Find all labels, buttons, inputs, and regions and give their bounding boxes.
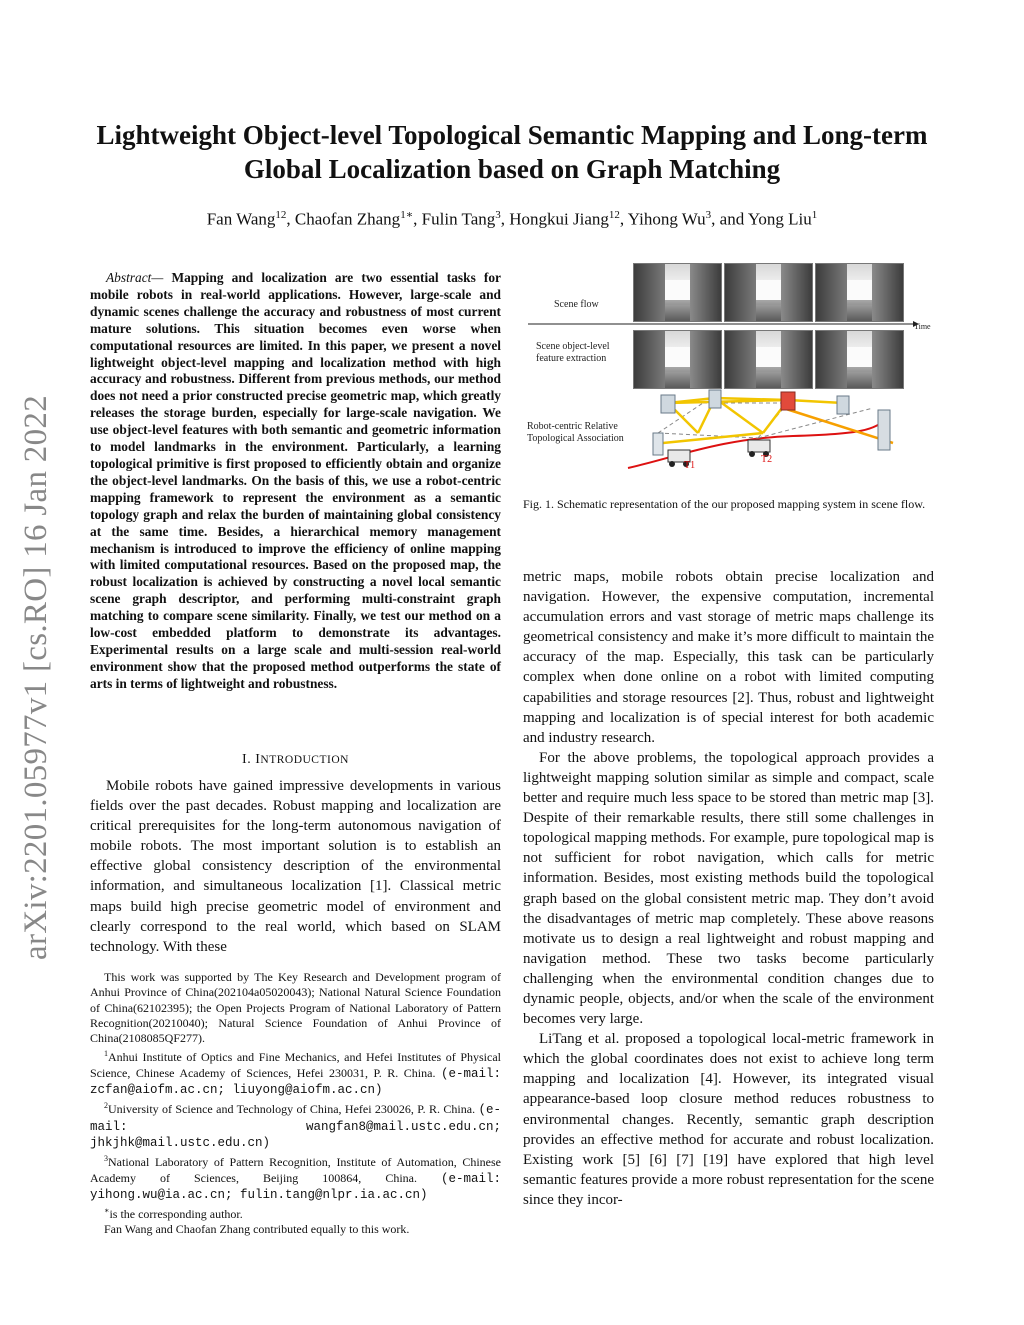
equal-contribution-note: Fan Wang and Chaofan Zhang contributed equally to this work. bbox=[104, 1222, 410, 1237]
affiliation-2: $^2$University of Science and Technology of China, Hefei 230026, P. R. China. (e-mail: wangfan8@mail.ustc.edu.cn; jhkjhk@mail.ustc.edu.cn) bbox=[90, 1101, 501, 1150]
abstract-text: Mapping and localization are two essential tasks for mobile robots in real-world applications. However, large-scale and dynamic scenes challenge the accuracy and robustness of most current mature solutions. This situation becomes even worse when computational resources are limited. In this paper, we present a novel lightweight object-level mapping and localization method with high accuracy and robustness. Different from previous methods, our method does not need a prior constructed precise geometric map, which greatly releases the storage burden, especially for large-scale navigation. We use object-level features with both semantic and geometric information to model landmarks in the environment. Particularly, a learning topological primitive is first proposed to efficiently obtain and organize the object-level landmarks. On the basis of this, we use a robot-centric mapping framework to represent the environment as a semantic topology graph and relax the burden of maintaining global consistency at the same time. Besides, a hierarchical memory management mechanism is introduced to improve the efficiency of online mapping with limited computational resources. Based on the proposed map, the robust localization is achieved by constructing a novel local semantic scene graph descriptor, and performing multi-constraint graph matching to compare scene similarity. Finally, we test our method on a low-cost embedded platform to demonstrate its advantages. Experimental results on a large scale and multi-session real-world environment show that the proposed method outperforms the state of arts in terms of lightweight and robustness. bbox=[90, 270, 501, 691]
author-affiliation: 1 bbox=[811, 209, 818, 221]
figure-1 bbox=[523, 258, 934, 478]
author-list: Fan Wang$^{12}$, Chaofan Zhang$^{1∗}$, Fulin Tang$^3$, Hongkui Jiang$^{12}$, Yihong Wu$^3$, and Yong Liu$^1$ bbox=[206, 209, 818, 229]
footnotes bbox=[90, 970, 501, 1238]
author-affiliation: 3 bbox=[495, 209, 501, 221]
semantic-edges bbox=[663, 398, 843, 443]
label-t1: T1 bbox=[684, 460, 696, 471]
label-t2: T2 bbox=[761, 454, 773, 465]
label-topological-association: Robot-centric Relative Topological Association bbox=[527, 421, 624, 444]
author-affiliation: 12 bbox=[275, 209, 287, 221]
topology-graph bbox=[523, 258, 934, 478]
abstract-label: Abstract bbox=[106, 270, 152, 285]
corresponding-author-note: ∗is the corresponding author. bbox=[104, 1206, 243, 1222]
label-feature-extraction: Scene object-level feature extraction bbox=[536, 341, 610, 364]
intro-paragraph: Mobile robots have gained impressive developments in various fields over the past decades. Robust mapping and localization are critical prerequisites for the long-term autonomous navigation of mobile robots. The most important solution is to establish an effective global consistency description of the environmental information, and simultaneous localization [1]. Classical metric maps build high precise geometric model of environment and clearly correspond to the real world, which based on SLAM technology. With these bbox=[90, 778, 501, 955]
right-column-body bbox=[523, 567, 934, 1210]
paper-title: Lightweight Object-level Topological Semantic Mapping and Long-term Global Localization based on Graph Matching bbox=[96, 120, 928, 184]
body-paragraph: metric maps, mobile robots obtain precise localization and navigation. However, the expensive computation, incremental accumulation errors and vast storage of metric maps challenge its geometrical consistency and make it’s more difficult to maintain the accuracy of the map. Especially, this task can be particularly complex when done online on a robot with limited computing capabilities and storage resources [2]. Thus, robust and lightweight mapping and localization is of special interest for both academic and industry research. bbox=[523, 569, 934, 746]
body-paragraph: For the above problems, the topological approach provides a lightweight mapping solution similar as simple and compact, scale better and require much less space to be stored than metric map [3]. Despite of their remarkable results, there still some challenges in topological mapping methods. For example, pure topological map is not sufficient for robot navigation, which calls for metric information. Besides, most existing methods build the topological graph based on the global consistent metric map. They don’t avoid the disadvantages of metric map completely. These above reasons motivate us to design a real lightweight and robust mapping and navigation method. These two tasks become particularly challenging when the environmental condition changes due to dynamic people, objects, and/or when the scale of the environment becomes very large. bbox=[523, 749, 934, 1028]
author-name: Hongkui Jiang bbox=[509, 209, 609, 229]
author-affiliation: 1∗ bbox=[400, 209, 414, 221]
author-affiliation: 12 bbox=[608, 209, 620, 221]
label-time: Time bbox=[914, 322, 931, 331]
author-name: Fulin Tang bbox=[421, 209, 496, 229]
abstract: Abstract— Mapping and localization are two essential tasks for mobile robots in real-world applications. However, large-scale and dynamic scenes challenge the accuracy and robustness of most current mature solutions. This situation becomes even worse when computational resources are limited. In this paper, we present a novel lightweight object-level mapping and localization method with high accuracy and robustness. Different from previous methods, our method does not need a prior constructed precise geometric map, which greatly releases the storage burden, especially for large-scale navigation. We use object-level features with both semantic and geometric information to model landmarks in the environment. Particularly, a learning topological primitive is first proposed to efficiently obtain and organize the object-level landmarks. On the basis of this, we use a robot-centric mapping framework to represent the environment as a semantic topology graph and relax the burden of maintaining global consistency at the same time. Besides, a hierarchical memory management mechanism is introduced to improve the efficiency of online mapping with limited computational resources. Based on the proposed map, the robust localization is achieved by constructing a novel local semantic scene graph descriptor, and performing multi-constraint graph matching to compare scene similarity. Finally, we test our method on a low-cost embedded platform to demonstrate its advantages. Experimental results on a large scale and multi-session real-world environment show that the proposed method outperforms the state of arts in terms of lightweight and robustness. bbox=[90, 270, 501, 691]
affiliation-3: $^3$National Laboratory of Pattern Recognition, Institute of Automation, Chinese Academy of Sciences, Beijing 100864, China. (e-mail: yihong.wu@ia.ac.cn; fulin.tang@nlpr.ia.ac.cn) bbox=[90, 1154, 502, 1202]
author-name: Yong Liu bbox=[747, 209, 812, 229]
author-name: Yihong Wu bbox=[627, 209, 706, 229]
label-scene-flow: Scene flow bbox=[554, 299, 599, 310]
figure-1-caption: Fig. 1. Schematic representation of the our proposed mapping system in scene flow. bbox=[523, 497, 926, 511]
section-heading-introduction: I. INTRODUCTION bbox=[242, 752, 349, 767]
author-name: Chaofan Zhang bbox=[294, 209, 401, 229]
funding-note: This work was supported by The Key Research and Development program of Anhui Province of China(202104a05020043); National Natural Science Foundation of China(62102395); the Open Projects Program of National Laboratory of Pattern Recognition(20210040); Natural Science Foundation of Anhui Province of China(2108085QF277). bbox=[90, 970, 501, 1046]
affiliation-1: $^1$Anhui Institute of Optics and Fine Mechanics, and Hefei Institutes of Physical Science, Chinese Academy of Sciences, Hefei 230031, P. R. China. (e-mail: zcfan@aiofm.ac.cn; liuyong@aiofm.ac.cn) bbox=[90, 1049, 502, 1098]
arxiv-identifier: arXiv:2201.05977v1 [cs.RO] 16 Jan 2022 bbox=[18, 394, 54, 960]
author-name: Fan Wang bbox=[206, 209, 276, 229]
body-paragraph: LiTang et al. proposed a topological local-metric framework in which the global coordinates does not exist to achieve long term mapping and localization [4]. However, its integrated visual appearance-based loop closure method reduces robustness to environmental changes. Recently, semantic graph description provides an effective method for accurate and robust localization. Existing work [5] [6] [7] [19] have explored that high level semantic features provide a more robust representation for the scene since they incor- bbox=[523, 1031, 934, 1208]
author-affiliation: 3 bbox=[705, 209, 712, 221]
